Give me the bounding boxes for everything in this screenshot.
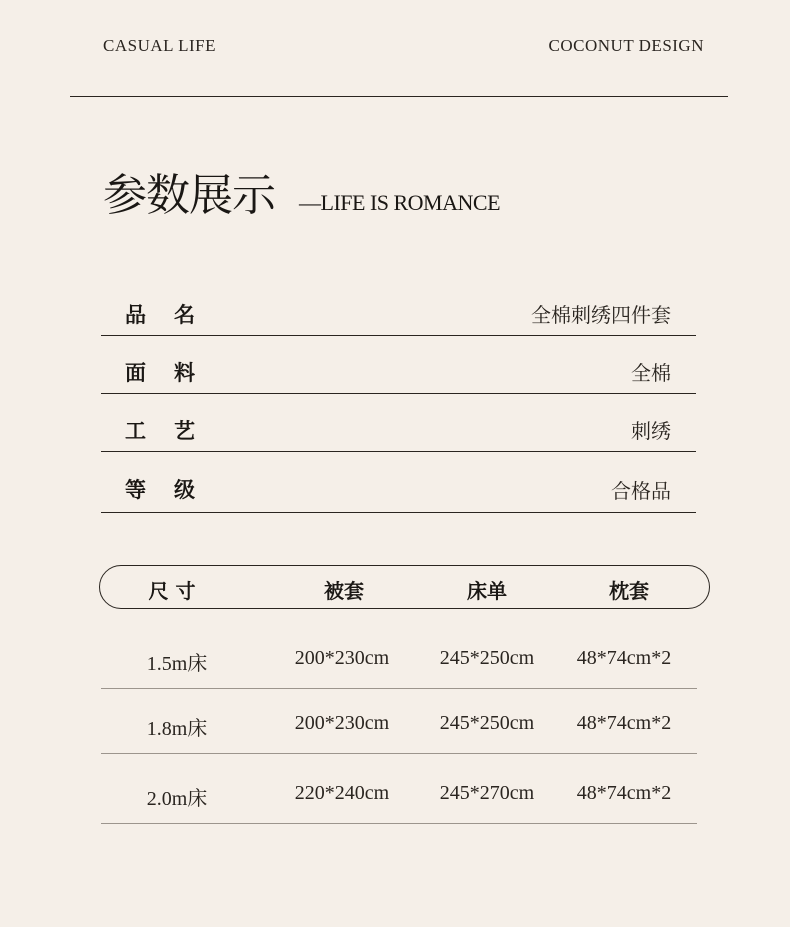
- table-row: [101, 689, 697, 754]
- table-row: [101, 754, 697, 824]
- cell-sheet: 245*270cm: [439, 782, 535, 804]
- spec-label: 工艺: [125, 417, 223, 443]
- header-sheet: 床单: [467, 579, 507, 603]
- spec-label: 等级: [125, 477, 223, 502]
- cell-sheet: 245*250cm: [439, 647, 535, 669]
- spec-label: 品名: [125, 301, 223, 327]
- cell-sheet: 245*250cm: [439, 712, 535, 734]
- brand-left: CASUAL LIFE: [103, 36, 217, 55]
- cell-duvet: 200*230cm: [294, 712, 390, 734]
- cell-duvet: 200*230cm: [294, 647, 390, 669]
- title-row: [103, 170, 500, 222]
- spec-row-fabric: [101, 350, 696, 394]
- spec-label: 面料: [125, 359, 223, 385]
- spec-row-craft: [101, 408, 696, 452]
- spec-row-name: [101, 292, 696, 336]
- cell-pillowcase: 48*74cm*2: [576, 782, 672, 804]
- top-divider: [70, 96, 728, 97]
- spec-row-grade: [101, 466, 696, 513]
- header-size: 尺 寸: [148, 579, 196, 603]
- spec-value: 合格品: [611, 478, 671, 503]
- spec-value: 全棉: [631, 361, 671, 385]
- cell-size: 1.5m床: [146, 653, 208, 675]
- spec-value: 刺绣: [631, 419, 671, 443]
- size-table: [101, 625, 697, 824]
- header-pillowcase: 枕套: [609, 579, 649, 603]
- page-subtitle: —LIFE IS ROMANCE: [299, 190, 501, 215]
- cell-size: 2.0m床: [146, 788, 208, 810]
- spec-value: 全棉刺绣四件套: [531, 303, 671, 327]
- cell-pillowcase: 48*74cm*2: [576, 647, 672, 669]
- brand-right: COCONUT DESIGN: [548, 36, 704, 55]
- cell-pillowcase: 48*74cm*2: [576, 712, 672, 734]
- cell-duvet: 220*240cm: [294, 782, 390, 804]
- page-title: 参数展示: [103, 170, 275, 221]
- cell-size: 1.8m床: [146, 718, 208, 740]
- size-table-header: [99, 565, 710, 609]
- table-row: [101, 625, 697, 689]
- header-duvet: 被套: [324, 579, 364, 603]
- spec-table: [101, 292, 696, 513]
